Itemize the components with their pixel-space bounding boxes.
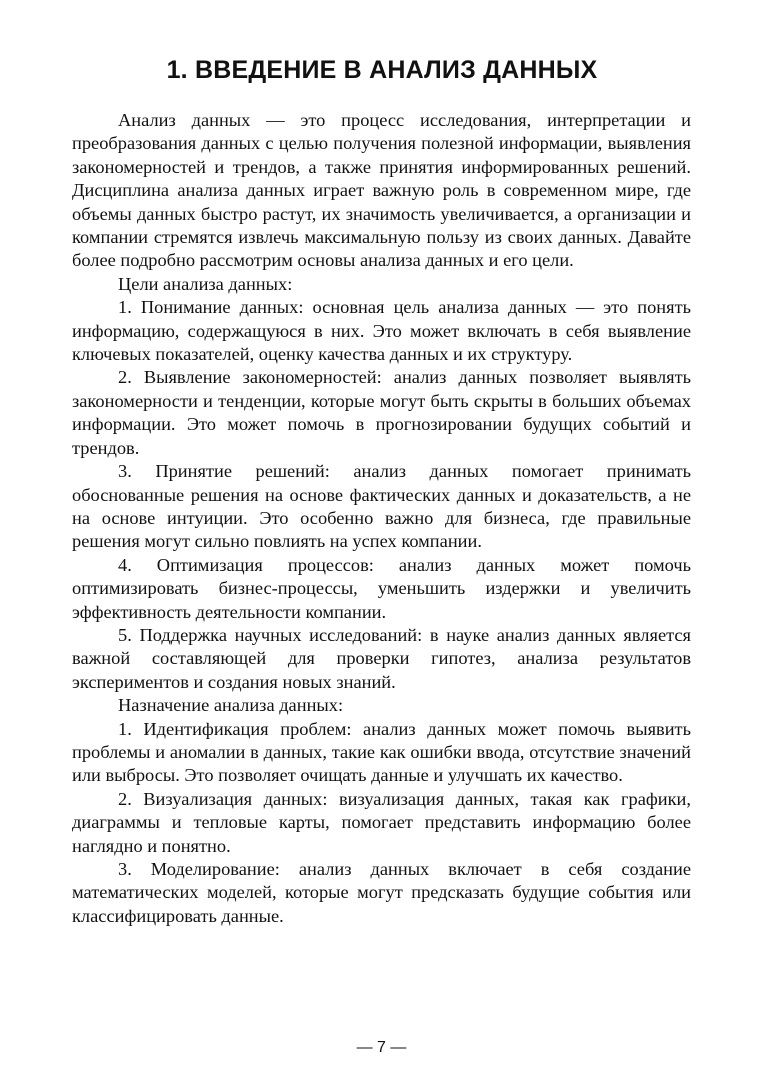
paragraph-goal-4: 4. Оптимизация процессов: анализ данных может помочь оптимизировать бизнес-процессы, уменьшить издержки и увеличить эффективность деятельности компании.: [72, 554, 691, 622]
page-number: — 7 —: [356, 1039, 407, 1056]
paragraph-goal-5: 5. Поддержка научных исследований: в науке анализ данных является важной составляющей для проверки гипотез, анализа результатов экспериментов и создания новых знаний.: [72, 624, 691, 692]
paragraph-goals-heading: Цели анализа данных:: [118, 273, 293, 294]
paragraph-goal-1: 1. Понимание данных: основная цель анализа данных — это понять информацию, содержащуюся в них. Это может включать в себя выявление ключевых показателей, оценку качества данных и их структуру.: [72, 297, 691, 365]
paragraph-goal-3: 3. Принятие решений: анализ данных помогает принимать обоснованные решения на основе фактических данных и доказательств, а не на основе интуиции. Это особенно важно для бизнеса, где правильные решения могут сильно повлиять на успех компании.: [72, 461, 691, 552]
chapter-body: [72, 109, 691, 928]
paragraph-goal-2: 2. Выявление закономерностей: анализ данных позволяет выявлять закономерности и тенденции, которые могут быть скрыты в больших объемах информации. Это может помочь в прогнозировании будущих событий и трендов.: [72, 367, 691, 458]
paragraph-purpose-heading: Назначение анализа данных:: [118, 695, 344, 716]
paragraph-purpose-2: 2. Визуализация данных: визуализация данных, такая как графики, диаграммы и тепловые карты, помогает представить информацию более наглядно и понятно.: [72, 788, 691, 856]
paragraph-purpose-1: 1. Идентификация проблем: анализ данных может помочь выявить проблемы и аномалии в данных, такие как ошибки ввода, отсутствие значений или выбросы. Это позволяет очищать данные и улучшать их качество.: [72, 718, 691, 786]
chapter-title: 1. ВВЕДЕНИЕ В АНАЛИЗ ДАННЫХ: [166, 56, 598, 84]
paragraph-intro: Анализ данных — это процесс исследования, интерпретации и преобразования данных с целью получения полезной информации, выявления закономерностей и трендов, а также принятия информированных решений. Дисциплина анализа данных играет важную роль в современном мире, где объемы данных быстро растут, их значимость увеличивается, а организации и компании стремятся извлечь максимальную пользу из своих данных. Давайте более подробно рассмотрим основы анализа данных и его цели.: [72, 110, 691, 271]
paragraph-purpose-3: 3. Моделирование: анализ данных включает в себя создание математических моделей, которые могут предсказать будущие события или классифицировать данные.: [72, 859, 691, 926]
